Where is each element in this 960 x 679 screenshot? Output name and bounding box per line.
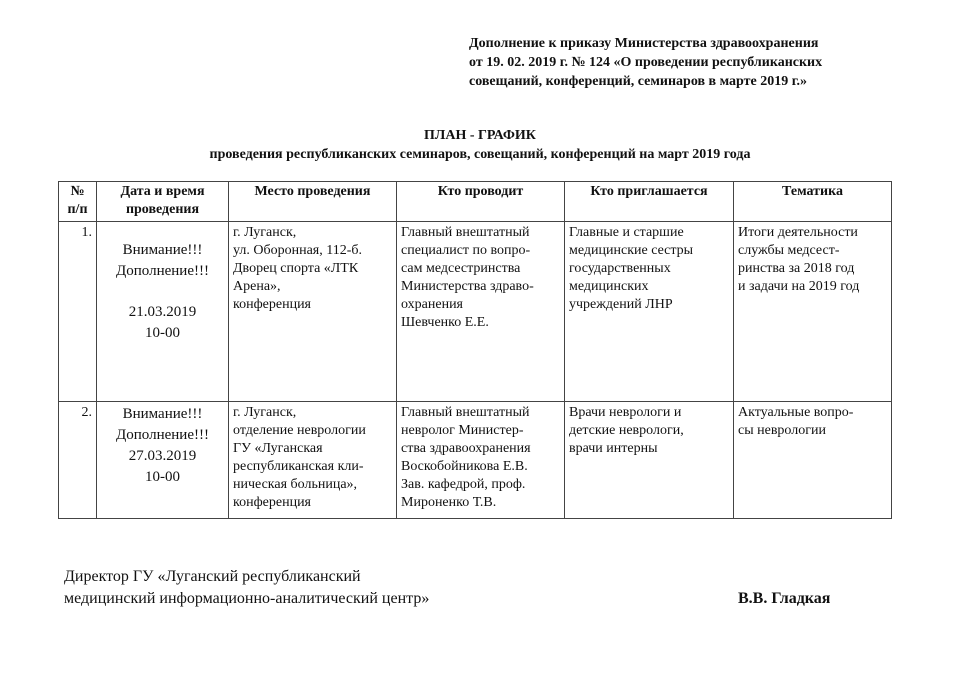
table-header-row	[59, 182, 892, 222]
row-place: г. Луганск, отделение неврологии ГУ «Луганская республиканская кли- ническая больница», конференция	[229, 402, 397, 519]
header-topic: Тематика	[734, 182, 892, 222]
event-date: 21.03.2019	[128, 304, 197, 320]
row-topic: Актуальные вопро- сы неврологии	[734, 402, 892, 519]
addendum-line-1: Дополнение к приказу Министерства здравоохранения	[469, 36, 819, 51]
row-topic: Итоги деятельности службы медсест- ринства за 2018 год и задачи на 2019 год	[734, 222, 892, 402]
director-line-1: Директор ГУ «Луганский республиканский	[64, 568, 361, 585]
row-date-cell	[97, 402, 229, 519]
row-who-invited: Врачи неврологи и детские неврологи, врачи интерны	[565, 402, 734, 519]
row-num: 2.	[59, 402, 97, 519]
row-place: г. Луганск, ул. Оборонная, 112-б. Дворец спорта «ЛТК Арена», конференция	[229, 222, 397, 402]
signature-name: В.В. Гладкая	[738, 590, 831, 607]
addendum-line-2: от 19. 02. 2019 г. № 124 «О проведении республиканских	[469, 55, 823, 70]
event-date: 27.03.2019	[128, 448, 197, 464]
schedule-table	[58, 181, 892, 519]
order-addendum-note	[469, 34, 822, 91]
director-title	[64, 566, 429, 610]
header-who-holds: Кто проводит	[397, 182, 565, 222]
event-time: 10-00	[145, 469, 180, 485]
addendum-label: Дополнение!!!	[116, 263, 209, 279]
attention-label: Внимание!!!	[122, 406, 203, 422]
row-who-invited: Главные и старшие медицинские сестры государственных медицинских учреждений ЛНР	[565, 222, 734, 402]
header-num: № п/п	[59, 182, 97, 222]
row-date-cell	[97, 222, 229, 402]
header-who-invited: Кто приглашается	[565, 182, 734, 222]
document-title: ПЛАН - ГРАФИК	[424, 128, 536, 143]
header-place: Место проведения	[229, 182, 397, 222]
row-who-holds: Главный внештатный специалист по вопро- сам медсестринства Министерства здраво- охранения Шевченко Е.Е.	[397, 222, 565, 402]
document-subtitle: проведения республиканских семинаров, совещаний, конференций на март 2019 года	[209, 147, 751, 162]
addendum-line-3: совещаний, конференций, семинаров в марте 2019 г.»	[469, 74, 808, 89]
attention-label: Внимание!!!	[122, 242, 203, 258]
row-who-holds: Главный внештатный невролог Министер- ства здравоохранения Воскобойникова Е.В. Зав. кафедрой, проф. Мироненко Т.В.	[397, 402, 565, 519]
header-date: Дата и время проведения	[97, 182, 229, 222]
director-line-2: медицинский информационно-аналитический центр»	[64, 590, 430, 607]
table-row	[59, 222, 892, 402]
addendum-label: Дополнение!!!	[116, 427, 209, 443]
table-row	[59, 402, 892, 519]
row-num: 1.	[59, 222, 97, 402]
event-time: 10-00	[145, 325, 180, 341]
